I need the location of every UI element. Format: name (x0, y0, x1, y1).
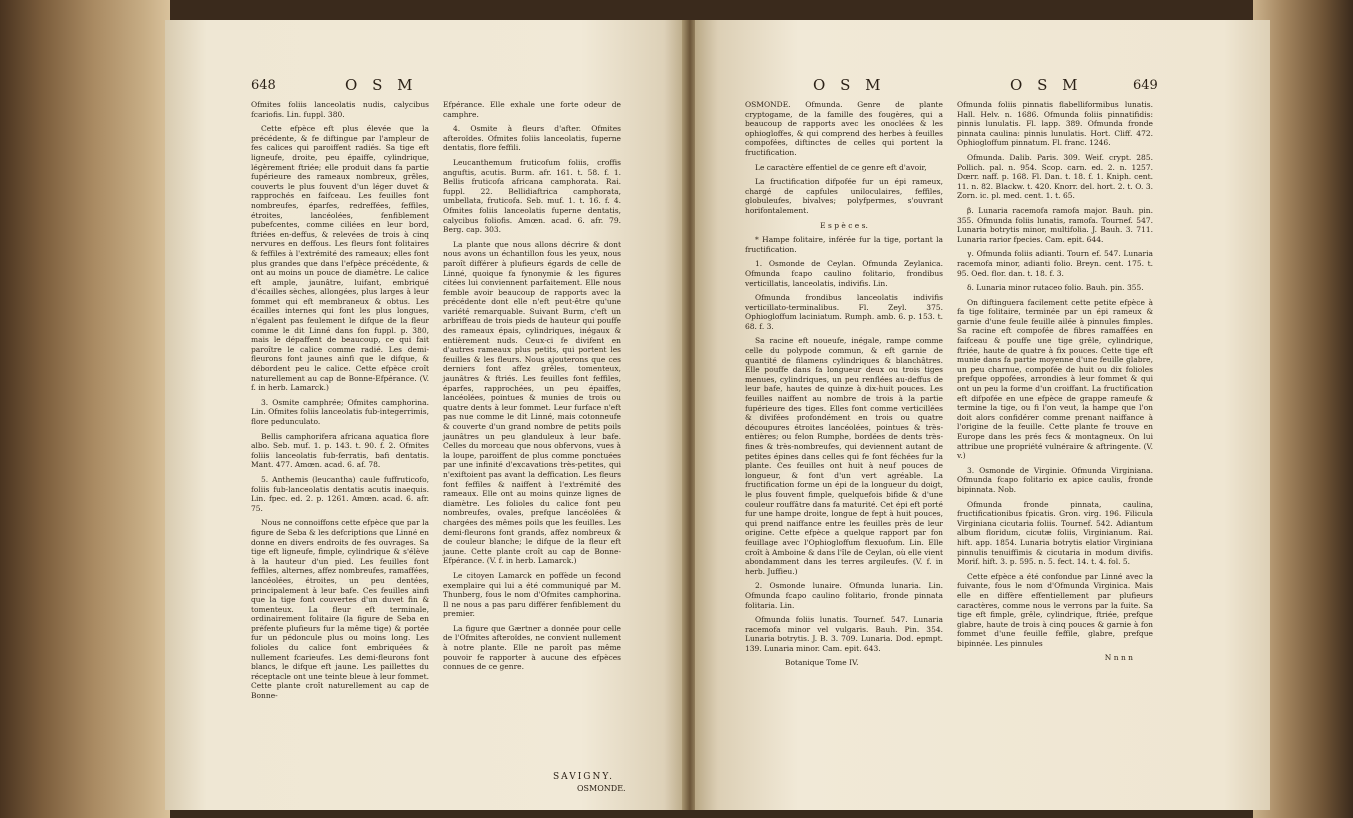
left-page (165, 20, 685, 810)
author-signature: SAVIGNY. (553, 772, 614, 782)
paragraph: Le citoyen Lamarck en poffède un fecond exemplaire qui lui a été communiqué par M. Thunberg, fous le nom d'Ofmites camphorina. Il ne nous a pas paru différer fenfiblement du premier. (443, 570, 621, 619)
section-heading: E s p è c e s. (820, 220, 868, 230)
paragraph: Ofmunda fronde pinnata, caulina, fructificationibus fpicatis. Gron. virg. 196. Filicula Virginiana cicutaria foliis. Tournef. 542. Adiantum album floridum, cicutæ foliis, Virginianum. Rai. hift. app. 1854. Lunaria botrytis elatior Virginiana pinnulis tenuiffimis & cicutaria in modum divifis. Morif. hift. 3. p. 595. n. 5. fect. 14. t. 4. fol. 5. (957, 499, 1153, 567)
paragraph: δ. Lunaria minor rutaceo folio. Bauh. pin. 355. (967, 283, 1144, 293)
paragraph: La plante que nous allons décrire & dont nous avons un échantillon fous les yeux, nous paroît différer à plufieurs égards de celle de Linné, quoique fa fynonymie & les figures citées lui conviennent parfaitement. Elle nous femble avoir beaucoup de rapports avec la précédente dont elle n'eft peut-être qu'une variété remarquable. Suivant Burm, c'eft un arbriffeau de trois pieds de hauteur qui pouffe des rameaux épais, cylindriques, inégaux & entièrement nuds. Ceux-ci fe divifent en d'autres rameaux plus petits, qui portent les feuilles & les fleurs. Nous ajouterons que ces derniers font affez grêles, tomenteux, jaunâtres & ftriés. Les feuilles font feffiles, éparfes, rapprochées, un peu épaiffes, lancéolées, pointues & munies de trois ou quatre dents à leur fommet. Leur furface n'eft pas nue comme le dit Linné, mais cotonneufe & couverte d'un grand nombre de petits poils jaunâtres un peu glanduleux à leur bafe. Celles du morceau que nous obfervons, vues à la loupe, paroiffent de plus comme ponctuées par une infinité d'excavations très-petites, qui n'exiftoient pas avant la deffication. Les fleurs font feffiles & naiffent à l'extrémité des rameaux. Elle ont au moins quinze lignes de diamètre. Les folioles du calice font peu nombreufes, ovales, prefque lancéolées & chargées des mêmes poils que les feuilles. Les demi-fleurons font grands, affez nombreux & de couleur blanche; le difque de la fleur eft jaune. Cette plante croît au cap de Bonne-Efpérance. (V. f. in herb. Lamarck.) (443, 239, 621, 566)
paragraph: On diftinguera facilement cette petite efpèce à fa tige folitaire, terminée par un épi rameux & garnie d'une feule feuille ailée à pinnules fimples. Sa racine eft compofée de fibres ramaffées en faifceau & pouffe une tige grêle, cylindrique, ftriée, haute de quatre à fix pouces. Cette tige eft munie dans fa partie moyenne d'une feuille glabre, un peu charnue, compofée de huit ou dix folioles prefque oppofées, arrondies à leur fommet & qui ont un peu la forme d'un croiffant. La fructification eft difpofée en une efpèce de grappe rameufe & termine la tige, ou fi l'on veut, la hampe que l'on doit alors confidérer comme prenant naiffance à l'origine de la feuille. Cette plante fe trouve en Europe dans les prés fecs & montagneux. On lui attribue une propriété vulnéraire & aftringente. (V. v.) (957, 297, 1153, 461)
paragraph: OSMONDE. Ofmunda. Genre de plante cryptogame, de la famille des fougères, qui a beaucoup de rapports avec les onoclées & les ophiogloffes, & qui comprend des herbes à feuilles compofées, diftinctes de celles qui portent la fructification. (745, 100, 943, 157)
paragraph: γ. Ofmunda foliis adianti. Tourn ef. 547. Lunaria racemofa minor, adianti folio. Breyn. cent. 175. t. 95. Oed. flor. dan. t. 18. f. 3. (957, 249, 1153, 278)
right-page (695, 20, 1270, 810)
paragraph: Cette efpèce eft plus élevée que la précédente, & fe diftingue par l'ampleur de fes calices qui paroiffent radiés. Sa tige eft ligneufe, droite, peu épaiffe, cylindrique, légèrement ftriée; elle produit dans fa partie fupérieure des rameaux nombreux, grêles, couverts le plus fouvent d'un léger duvet & rapprochés en faifceau. Les feuilles font nombreufes, éparfes, redreffées, feffiles, étroites, lancéolées, fenfiblement pubefcentes, comme ciliées en leur bord, ftriées en-deffus, & relevées de trois à cinq nervures en deffous. Les fleurs font folitaires & feffiles à l'extrémité des rameaux; elles font plus grandes que dans l'efpèce précédente, & ont au moins un pouce de diamètre. Le calice eft ample, jaunâtre, luifant, embriqué d'écailles sèches, allongées, plus larges à leur fommet qui eft membraneux & obtus. Les écailles internes qui font les plus longues, n'égalent pas feulement le difque de la fleur comme le dit Linné dans fon fuppl. p. 380, mais le dépaffent de beaucoup, ce qui fait paroître le calice comme radié. Les demi-fleurons font jaunes ainfi que le difque, & débordent peu le calice. Cette efpèce croît naturellement au cap de Bonne-Efpérance. (V. f. in herb. Lamarck.) (251, 124, 429, 393)
running-header-left: O S M (345, 76, 418, 94)
left-column-1 (251, 100, 429, 706)
running-header-right-1: O S M (813, 76, 886, 94)
catchword: OSMONDE. (577, 784, 626, 793)
paragraph: Sa racine eft noueufe, inégale, rampe comme celle du polypode commun, & eft garnie de quantité de filamens cylindriques & blanchâtres. Elle pouffe dans fa longueur deux ou trois tiges menues, cylindriques, un peu renflées au-deffus de leur bafe, hautes de quinze à dix-huit pouces. Les feuilles naiffent au nombre de trois à la partie fupérieure des tiges. Elles font comme verticillées & divifées profondément en trois ou quatre découpures étroites lancéolées, pointues & très-entières; ou felon Rumphe, bordées de dents très-fines & très-nombreufes, qui deviennent autant de petites épines dans celles qui fe font féchées fur la plante. Ces feuilles ont huit à neuf pouces de longueur, & font d'un vert agréable. La fructification forme un épi de la longueur du doigt, le plus fouvent fimple, quelquefois bifide & d'une couleur rouffâtre dans fa maturité. Cet épi eft porté fur une hampe droite, longue de fept à huit pouces, qui prend naiffance entre les feuilles près de leur origine. Cette efpèce a quelque rapport par fon feuillage avec l'Ophiogloffum flexuofum. Lin. Elle croît à Amboine & dans l'île de Ceylan, où elle vient abondamment dans les terres argileufes. (V. f. in herb. Juffieu.) (745, 336, 943, 576)
paragraph: Leucanthemum fruticofum foliis, croffis anguftis, acutis. Burm. afr. 161. t. 58. f. 1. Bellis fruticofa africana camphorata. Rai. fuppl. 22. Bellidiaftrica camphorata, umbellata, fruticofa. Seb. muf. 1. t. 16. f. 4. Ofmites foliis lanceolatis fuperne dentatis, calycibus foliofis. Amœn. acad. 6. afr. 79. Berg. cap. 303. (443, 157, 621, 235)
paragraph: Ofmunda. Dalib. Paris. 309. Weif. crypt. 285. Pollich. pal. n. 954. Scop. carn. ed. 2. n. 1257. Dœrr. naff. p. 168. Fl. Dan. t. 18. f. 1. Kniph. cent. 11. n. 82. Blackw. t. 420. Knorr. del. hort. 2. t. O. 3. Zorn. ic. pl. med. cent. 1. t. 65. (957, 152, 1153, 201)
paragraph: 5. Anthemis (leucantha) caule fuffruticofo, foliis fub-lanceolatis dentatis acutis inaequis. Lin. fpec. ed. 2. p. 1261. Amœn. acad. 6. afr. 75. (251, 474, 429, 513)
page-number-right: 649 (1133, 78, 1158, 93)
running-header-right-2: O S M (1010, 76, 1083, 94)
paragraph: Nous ne connoiffons cette efpèce que par la figure de Seba & les defcriptions que Linné en donne en divers endroits de fes ouvrages. Sa tige eft ligneufe, fimple, cylindrique & s'élève à la hauteur d'un pied. Les feuilles font feffiles, alternes, affez nombreufes, ramaffées, lancéolées, étroites, un peu dentées, principalement à leur bafe. Ces feuilles ainfi que la tige font couvertes d'un duvet fin & tomenteux. La fleur eft terminale, ordinairement folitaire (la figure de Seba en préfente plufieurs fur la même tige) & portée fur un pédoncule plus ou moins long. Les folioles du calice font embriquées & nullement fcarieufes. Les demi-fleurons font blancs, le difque eft jaune. Les paillettes du réceptacle ont une teinte bleue à leur fommet. Cette plante croît naturellement au cap de Bonne- (251, 518, 429, 701)
paragraph: Bellis camphorifera africana aquatica flore albo. Seb. muf. 1. p. 143. t. 90. f. 2. Ofmites foliis lanceolatis fub-ferratis, bafi dentatis. Mant. 477. Amœn. acad. 6. af. 78. (251, 431, 429, 470)
paragraph: 3. Osmite camphrée; Ofmites camphorina. Lin. Ofmites foliis lanceolatis fub-integerrimis, flore pedunculato. (251, 397, 429, 426)
right-column-1 (745, 100, 943, 673)
paragraph: 3. Osmonde de Virginie. Ofmunda Virginiana. Ofmunda fcapo folitario ex apice caulis, fronde bipinnata. Nob. (957, 465, 1153, 494)
signature-mark: N n n n (1104, 653, 1133, 663)
paragraph: 2. Osmonde lunaire. Ofmunda lunaria. Lin. Ofmunda fcapo caulino folitario, fronde pinnata folitaria. Lin. (745, 581, 943, 610)
paragraph: 1. Osmonde de Ceylan. Ofmunda Zeylanica. Ofmunda fcapo caulino folitario, frondibus verticillatis, lanceolatis, indivifis. Lin. (745, 259, 943, 288)
paragraph: 4. Osmite à fleurs d'after. Ofmites afteroïdes. Ofmites foliis lanceolatis, fuperne dentatis, flore feffili. (443, 124, 621, 153)
paragraph: Ofmunda frondibus lanceolatis indivifis verticillato-terminalibus. Fl. Zeyl. 375. Ophiogloffum laciniatum. Rumph. amb. 6. p. 153. t. 68. f. 3. (745, 293, 943, 331)
paragraph: Ofmites foliis lanceolatis nudis, calycibus fcariofis. Lin. fuppl. 380. (251, 100, 429, 119)
left-page-stack (0, 0, 170, 818)
page-number-left: 648 (251, 78, 276, 93)
paragraph: La fructification difpofée fur un épi rameux, chargé de capfules uniloculaires, feffiles, globuleufes, bivalves; polyfpermes, s'ouvrant horifontalement. (745, 177, 943, 215)
right-column-2 (957, 100, 1153, 668)
paragraph: Cette efpèce a été confondue par Linné avec la fuivante, fous le nom d'Ofmunda Virginica. Mais elle en diffère effentiellement par plufieurs caractères, comme nous le verrons par la fuite. Sa tige eft fimple, grêle, cylindrique, ftriée, prefque glabre, haute de trois à cinq pouces & garnie à fon fommet d'une feuille feffile, glabre, prefque bipinnée. Les pinnules (957, 571, 1153, 648)
footer-volume: Botanique Tome IV. (785, 658, 859, 668)
paragraph: β. Lunaria racemofa ramofa major. Bauh. pin. 355. Ofmunda foliis lunatis, ramofa. Tournef. 547. Lunaria botrytis minor, multifolia. J. Bauh. 3. 711. Lunaria rarior fpecies. Cam. epit. 644. (957, 205, 1153, 244)
paragraph: * Hampe folitaire, inférée fur la tige, portant la fructification. (745, 235, 943, 254)
paragraph: Le caractère effentiel de ce genre eft d'avoir, (755, 162, 927, 172)
left-column-2 (443, 100, 621, 677)
paragraph: La figure que Gærtner a donnée pour celle de l'Ofmites afteroïdes, ne convient nullement à notre plante. Elle ne paroît pas même pouvoir fe rapporter à aucune des efpèces connues de ce genre. (443, 623, 621, 672)
paragraph: Ofmunda foliis pinnatis flabelliformibus lunatis. Hall. Helv. n. 1686. Ofmunda foliis pinnatifidis: pinnis lunulatis. Fl. lapp. 389. Ofmunda fronde pinnata caulina: pinnis lunulatis. Hort. Cliff. 472. Ophiogloffum pinnatum. Fl. franc. 1246. (957, 100, 1153, 148)
paragraph: Ofmunda foliis lunatis. Tournef. 547. Lunaria racemofa minor vel vulgaris. Bauh. Pin. 354. Lunaria botrytis. J. B. 3. 709. Lunaria. Dod. epmpt. 139. Lunaria minor. Cam. epit. 643. (745, 615, 943, 653)
paragraph: Efpérance. Elle exhale une forte odeur de camphre. (443, 100, 621, 119)
